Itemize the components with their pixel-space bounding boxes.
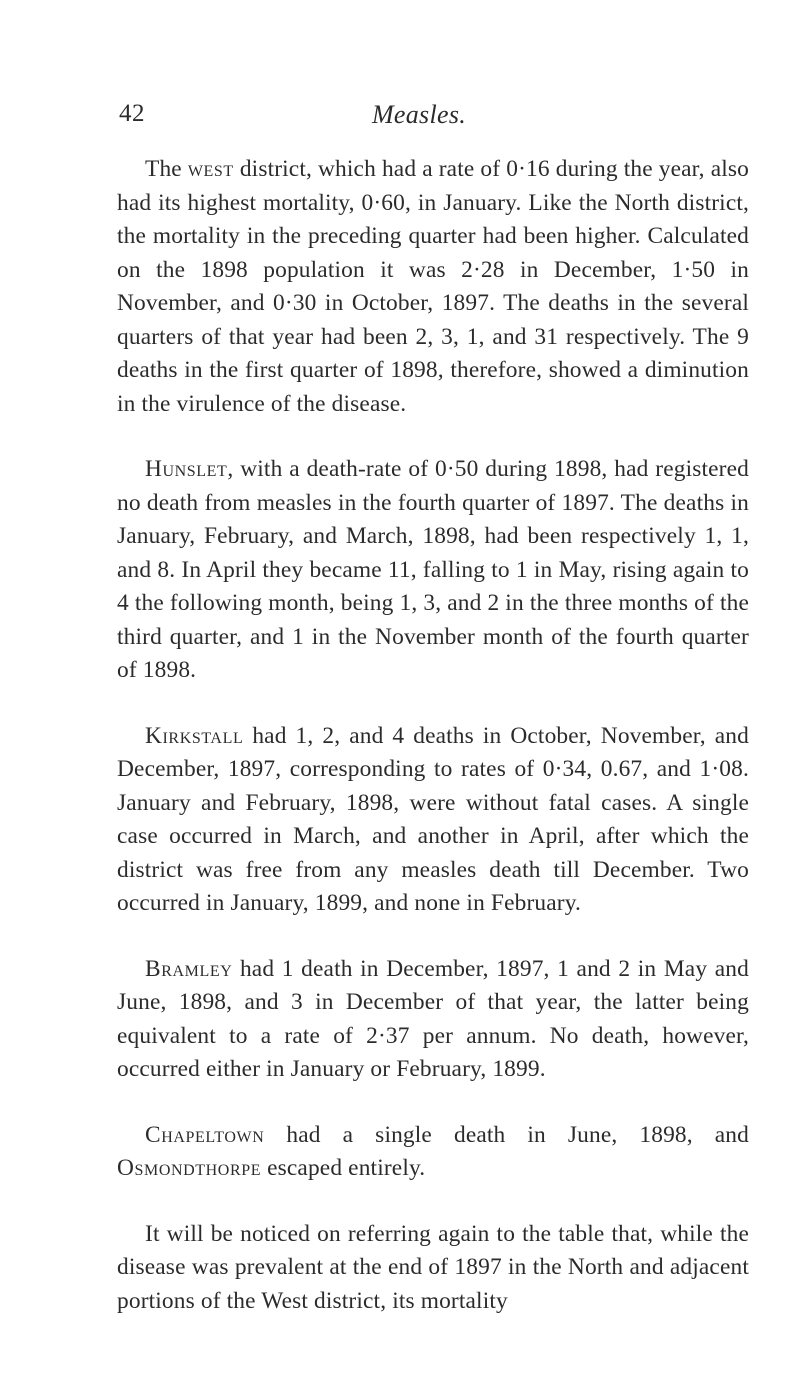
body-text bbox=[117, 153, 749, 1318]
paragraph-text: , with a death-rate of 0·50 during 1898, had registered no death from measles in the fourth quarter of 1897. The deaths in January, February, and March, 1898, had been respectively 1, 1, and 8. In April they became 11, falling to 1 in May, rising again to 4 the following month, being 1, 3, and 2 in the three months of the third quarter, and 1 in the November month of the fourth quarter of 1898. bbox=[117, 456, 749, 683]
paragraph-text: had 1 death in December, 1897, 1 and 2 in May and June, 1898, and 3 in December of that year, the latter being equivalent to a rate of 2·37 per annum. No death, however, occurred either in January or February, 1899. bbox=[117, 955, 749, 1082]
page-header bbox=[119, 100, 719, 140]
paragraph-hunslet bbox=[117, 453, 749, 688]
paragraph-text: had 1, 2, and 4 deaths in October, November, and December, 1897, corresponding to rates of 0·34, 0.67, and 1·08. January and February, 1898, were without fatal cases. A single case occurred in March, and another in April, after which the district was free from any measles death till December. Two occurred in January, 1899, and none in February. bbox=[117, 722, 749, 916]
district-name-osmondthorpe: Osmondthorpe bbox=[117, 1155, 262, 1181]
district-name-chapeltown: Chapeltown bbox=[145, 1121, 265, 1148]
page-number: 42 bbox=[119, 100, 145, 127]
paragraph-kirkstall bbox=[117, 720, 749, 921]
running-title: Measles. bbox=[371, 100, 467, 129]
district-name-kirkstall: Kirkstall bbox=[145, 722, 244, 749]
paragraph-text: escaped entirely. bbox=[261, 1155, 426, 1181]
paragraph-west bbox=[117, 153, 749, 421]
paragraph-text: district, which had a rate of 0·16 during the year, also had its highest mortality, 0·60, in January. Like the North district, the mortality in the preceding quarter had been higher. Calculated on the 1898 population it was 2·28 in December, 1·50 in November, and 0·30 in October, 1897. The deaths in the several quarters of that year had been 2, 3, 1, and 31 respectively. The 9 deaths in the first quarter of 1898, therefore, showed a diminution in the virulence of the disease. bbox=[117, 156, 749, 417]
paragraph-lead: The bbox=[145, 156, 188, 182]
district-name-west: west bbox=[187, 156, 234, 182]
paragraph-closing bbox=[117, 1218, 749, 1319]
district-name-bramley: Bramley bbox=[145, 955, 233, 982]
paragraph-text: had a single death in June, 1898, and bbox=[264, 1121, 749, 1148]
paragraph-text: It will be noticed on referring again to the table that, while the disease was prevalent at the end of 1897 in the North and adjacent portions of the West district, its mortality bbox=[117, 1220, 749, 1314]
district-name-hunslet: Hunslet bbox=[145, 456, 228, 482]
paragraph-bramley bbox=[117, 953, 749, 1087]
paragraph-chapeltown bbox=[117, 1119, 749, 1186]
